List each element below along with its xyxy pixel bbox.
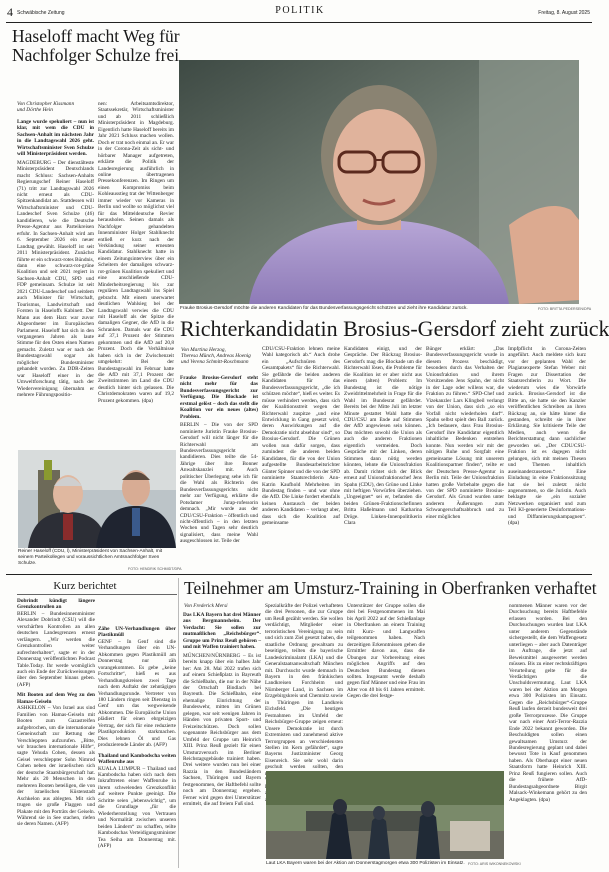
- sidebar-column-1: [17, 598, 95, 868]
- news-item-1-title: Dobrindt kündigt längere Grenzkontrollen an: [17, 598, 95, 611]
- article3-headline: Teilnehmer am Umsturz-Training in Oberfranken verhaftet: [184, 578, 597, 598]
- article1-byline-1: Von Christopher Kissmann: [17, 101, 75, 107]
- police-raid-photo: [266, 771, 504, 859]
- photo1-credit: FOTO: BRITTA PEDERSEN/DPA: [538, 307, 592, 311]
- article3-body-3: Unterstützer der Gruppe sollen die drei bei Festgenommenen im Mai bis April 2022 auf der Schießanlage in Oberfranken an einem Training mit Kurz- und Langwaffen teilgenommen haben. Nach derzeitigen Erkenntnissen gehen die Ermittler davon aus, dass die Übungen zur Vorbereitung eines möglichen Angriffs auf den Deutschen Bundestag dienen sollten. Insgesamt werde deshalb gegen fünf Männer und eine Frau im Alter von 40 bis 61 Jahren ermittelt. Gegen die drei festge-: [347, 603, 425, 700]
- sidebar-header: Kurz berichtet: [53, 580, 117, 592]
- article2-byline-1: Von Martina Herzog,: [181, 347, 226, 353]
- article2-column-1: [180, 375, 258, 565]
- news-item-1-body: BERLIN – Bundesinnenminister Alexander Dobrindt (CSU) will die verschärften Kontrollen an allen deutschen Landesgrenzen erneut verlängern. „Wir werden die Grenzkontrollen weiter aufrechterhalten“, sagte er in der Donnerstag veröffentlichten Podcast Table.Today. Ihr werde womöglich auch ein Ende der Zurückweisungen über den September hinaus geben. (AFP): [17, 610, 95, 688]
- article1-body-1: MAGDEBURG – Der dienstälteste Ministerpräsident Deutschlands macht Schluss: Sachsen-Anhalts Regierungschef Reiner Haseloff (71) tritt zur Landtagswahl 2026 nicht erneut als CDU-Spitzenkandidat an. Stattdessen will Wirtschaftsminister und CDU-Landeschef Sven Schulze (46) kandidieren, wie die Deutsche Presse-Agentur aus Parteikreisen erfuhr. In Sachsen-Anhalt wird am 6. September 2026 ein neuer Landtag gewählt. Haseloff ist seit 2011 Ministerpräsident. Zunächst führte er ein schwarz-rotes Bündnis, dann eine schwarz-rot-grüne Koalition und seit 2021 regiert in Sachsen-Anhalt CDU, SPD und FDP gemeinsam. Schulze ist seit 2021 CDU-Landeschef und seitdem auch Minister für Wirtschaft, Tourismus, Landwirtschaft und Forsten in Haseloffs Kabinett. Der Mann aus dem Harz war zuvor Abgeordneter im Europäischen Parlament. Haseloff hat sich in den vergangenen Jahren als laute Stimme für den Osten einen Namen gemacht. Zuletzt war er nach der Bundestagswahl sogar als möglicher Bundesminister gehandelt worden. Zu DDR-Zeiten war Haseloff einer in der Umweltforschung tätig, nach der Wiedervereinigung übernahm er mehrere Führungspositio-: [17, 159, 94, 399]
- article2-body-5: Impfpflicht in Corona-Zeiten angeführt. Auch meldete sich kurz vor der geplanten Wahl der Plagiatsexperte Stefan Weber mit Fragen zur Dissertation der Staatsrechtlerin zu Wort. Die wiederum wies die Vorwürfe zurück. Brosius-Gersdorf ist die Bitte an, sie hatte sie den Kanzler veröffentlichen Schreiben an ihren Rückzug an, sie hätte hinter die gestanden, schreibt sie in ihrer Erklärung. Sie kritisierte Teile der Medien, auch wenn die Berichterstattung dann sachlicher geworden sei. „Der CDU/CSU-Fraktion ist es dagegen nicht gelungen, sich mit meinen Thesen und Themen inhaltlich auseinanderzusetzen.“ Eine Einladung in eine Fraktionssitzung hat sie bei zuletzt nicht angenommen, so die Juristin. Auch beklagte sie „ein sozialer Netzwerken organisiert und zum Teil KI-generierte Desinformations- und Diffamierungskampagnen“. (dpa): [508, 346, 586, 527]
- photo3-credit: FOTO: ARIS WIKONNEKOWSKI: [468, 862, 521, 866]
- paper-name: Schwäbische Zeitung: [17, 10, 65, 16]
- article1-body-2: nen: Arbeitsamtsdirektor, Staatssekretär, Wirtschaftsminister und ab 2011 schließlich Ministerpräsident in Magdeburg. Eigentlich hatte Haseloff bereits im Jahr 2021 Schluss machen wollen. Doch er trat noch einmal an. Er war in der Corona-Zeit als sicht- und hörbarer Manager aufgetreten, erklärte die Politik der Landesregierung ausführlich in online übertragenen Pressekonferenzen. Im Ringen um einen Kompromiss beim Kohleausstieg trat der Wittenberger immer wieder vor Kameras in Berlin und wollte so möglichst viel für das Mitteldeutsche Revier herausholen. Seinen damals als Nachfolger gehandelten Innenminister Holger Stahlknecht entließ er kurz nach der Verkündung seiner erneuten Kandidatur. Stahlknecht hatte in einem Zeitungsinterview über ein Scheitern der damaligen schwarz-rot-grünen Koalition spekuliert und eine anschließende CDU-Minderheitsregierung bis zur regulären Landtagswahl ins Spiel gebracht. Mit einem unerwartet deutlichen Wahlsieg bei der Landtagswahl verwies die CDU mit Haseloff als der Spitze die damaligen Gegner, die AfD in die Schranken. Damals war die CDU auf 37,1 Prozent der Stimmen gekommen und die AfD auf 20,8 Prozent. Doch die Verhältnisse haben sich in der Zwischenzeit umgekehrt: Bei der Bundestagswahl im Februar hatte die AfD mit 37,1 Prozent der Zweitstimmen im Land die CDU deutlich hinter sich gelassen. Die Christdemokraten waren auf 19,2 Prozent gekommen. (dpa): [98, 101, 174, 404]
- article2-lead: Frauke Brosius-Gersdorf steht nicht mehr für das Bundesverfassungsgericht zur Verfügung. Die Blockade ist erstmal gelöst – doch das stellt die Koalition vor ein neues (altes) Problem.: [180, 375, 258, 420]
- article2-body-3: Kandidaten einigt, und der Gespräche. Der Rückzug Brosius-Gersdorfs mag die Blockade um die Richterwahl lösen, die Probleme für die Koalition ist er aber nicht aus einem (alten) Problem: Im Bundestag ist die nötige Zweidrittelmehrheit in Frage für die Wahl im Bundesrat gefährdet. Bereits bei der Mitte Juli im letzter Minute gestattet Wahl hatte die CDU/CSU am Ende auf Stimmen der AfD angewiesen sein können. Das möchten sowohl die Union als auch die anderen Fraktionen eigentlich vermeiden. Doch Gespräche mit der Linken, deren Stimmen dann nötig werden könnten, lehnte die Unionsfraktion ab. Damit richtet sich der Blick erneut auf Unionsfraktionschef Jens Spahn (CDU), den Grüne und Linke mit heftigen Vorwürfen überziehen. „Ungeeignet“ sei er, befanden die beiden Grünen-Fraktionschefinnen Britta Haßelmann und Katharina Dröge. Linken-Innenpolitikerin Clara: [344, 346, 422, 527]
- news-item-3-body: GENF – In Genf sind die Verhandlungen über ein UN-Abkommen gegen Plastikmüll am Donnerstag nur zäh vorangekommen. Es gebe „keine Fortschritte“, hieß es aus Verhandlungskreisen zwei Tage nach dem Auftakt der zehntägigen Verhandlungsrunde. Vertreter von 180 Ländern ringen seit Dienstag in Genf um das wegweisende Abkommen. Die Europäische Union plädiert für einen ehrgeizigen Vertrag, der sich für eine reduzierte Plastikproduktion starkmachen. Dies lehnen Öl und Gas produzierende Länder ab. (AFP): [98, 638, 176, 749]
- photo2-credit: FOTO: HENDRIK SCHMIDT/DPA: [128, 567, 182, 571]
- page-number: 4: [7, 5, 13, 19]
- news-item-4-title: Thailand und Kambodscha weiten Waffenruhe aus: [98, 752, 176, 766]
- article2-column-5: [508, 346, 586, 564]
- article2-headline: Richterkandidatin Brosius-Gersdorf zieht zurück: [180, 316, 609, 341]
- masthead-rule: [6, 22, 592, 23]
- sidebar-header-rule: [17, 594, 177, 595]
- haseloff-schulze-photo: [18, 450, 176, 548]
- photo1-caption: Frauke Brosius-Gersdorf möchte die anderen Kandidaten für das Bundesverfassungsgericht schützen und zieht ihre Kandidatur zurück.: [180, 306, 468, 311]
- article2-column-4: [426, 346, 504, 564]
- article1-headline-line1: Haseloff macht Weg für: [12, 26, 180, 46]
- article3-lead: Das LKA Bayern hat drei Männer aus Bergmannsheim. Der Verdacht: Sie sollen zur mutmaßlichen „Reichsbürger“-Gruppe um Prinz Reuß gehören – und mit Waffen trainiert haben.: [183, 612, 261, 651]
- sidebar-divider: [178, 578, 179, 868]
- article1-headline-line2: Nachfolger Schulze frei: [12, 45, 180, 65]
- article3-body-2: Spezialkräfte der Polizei verhafteten die drei Personen, die zur Gruppe um Reuß gezählt werden. Sie wollen verdächtigt, Mitglieder einer terroristischen Vereinigung zu sein und sich zum Ziel gesetzt haben, die staatliche Ordnung gewaltsam zu beseitigen, teilten die bayerische Landeskriminalamt (LKA) und die Generalstaatsanwaltschaft München mit. Durchsucht wurde demnach in Bayern in den fränkischen Landkreisen Forchheim und Nürnberger Land, in Sachsen im Erzgebirgskreis und Chemnitz sowie in Thüringen im Landkreis Eichsfeld. „Die heutigen Festnahmen im Umfeld der Reichsbürger-Gruppe zeigen erneut: Unsere Demokratie ist durch Extremisten und zunehmend aktive Terrorgruppen an verschiedensten Stellen im Kern gefährdet“, sagte Bayerns Justizminister Georg Eisenreich. Sie sehr wohl darin geschult werden sollten, den: [265, 603, 344, 771]
- article1-byline-2: und Dörthe Hein: [17, 107, 53, 113]
- article2-body-4: Bünger erklärt: „Das Bundesverfassungsgericht wurde in diesem Prozess beschädigt, besonders durch das Verhalten der Unionsfraktion und ihrem Vorsitzenden Jens Spahn, der nicht in der Lage oder willens war, die Fraktion zu führen.“ SPD-Chef und Vizekanzler Lars Klingbeil verlangt von der Union, dass sich „so ein Vorfall nicht wiederholen darf“. Spahn selbst spielt den Ball zurück. „Ich bedauere, dass Frau Brosius-Gersdorf ihre Kandidatur eigentlich inhaltliche Bedenken entstehen konnte. Nun werden wir mit der nötigen Ruhe und Sorgfalt eine gemeinsame Lösung mit unserem Koalitionspartner finden“, teilte er der Deutschen Presse-Agentur in Berlin mit. Teile der Unionsfraktion hatten große Vorbehalte gegen die von der SPD nominierte Brosius-Gersdorf. Als Grund wurden unter anderem Äußerungen zum Schwangerschaftsabbruch und zu einer möglichen: [426, 346, 504, 520]
- article1-lead: Lange wurde spekuliert – nun ist klar, mit wem die CDU in Sachsen-Anhalt im nächsten Jahr in die Landtagswahl 2026 geht. Wirtschaftsminister Sven Schulze will Ministerpräsident werden.: [17, 119, 94, 158]
- news-item-3-title: Zähe UN-Verhandlungen über Plastikmüll: [98, 626, 176, 639]
- article3-byline: Von Frederick Mersi: [184, 603, 228, 609]
- sidebar-continued: [98, 598, 176, 624]
- article3-body-1: MÜNCHEN/NÜRNBERG – Es ist bereits knapp über ein halbes Jahr her: Am 28. Mai 2022 trafen sich auf einem Schießplatz in Bayreuth die Schießbahn, die nur in der Nähe der Ortschaft Bindlach bei Bayreuth. Die Schießbahn, eine ehemalige Einrichtung der Bundeswehr, mitten im Grünen gelegen, war seit wenigen Jahren in Händen von privaten Sport- und Freizeitschützen. Doch sollen sogenannte Reichsbürger aus dem Umfeld der Gruppe um Heinrich XIII. Prinz Reuß gezielt für einen Umsturzversuch im Berliner Reichstagsgebäude trainiert haben. Drei weitere wurden nun bei einer Razzia in den Bundesländern Sachsen, Thüringen und Bayern festgenommen, der Haftbefehl sollte noch am Donnerstag ergehen. Ferner wird gegen drei Unterstützer ermittelt, die auf freiem Fuß sind.: [183, 652, 261, 808]
- news-item-4-body: KUALA LUMPUR – Thailand und Kambodscha haben sich nach dem Inkrafttreten einer Waffenruhe in ihrem schwelenden Grenzkonflikt auf weitere Punkte geeinigt. Die Schritte seien „lebenswichtig“, um die Grundlage „für die Wiederherstellung von Vertrauen und Normalität zwischen unseren beiden Ländern“ zu schaffen, teilte Kambodschas Verteidigungsminister Tea Seiha am Donnerstag mit. (AFP): [98, 765, 176, 849]
- photo3-caption: Laut LKA Bayern waren bei der Aktion am Donnerstagmorgen etwa 300 Polizisten im Einsatz.: [266, 861, 465, 866]
- photo2-caption: Reiner Haseloff (CDU, l), Ministerpräsident von Sachsen-Anhalt, mit seinem Parteikollegen und voraussichtlichen Amtsnachfolger Sven Schulze.: [18, 549, 163, 566]
- article3-column-4: [509, 603, 587, 868]
- article1-column-2: [98, 101, 174, 445]
- article3-column-1: [183, 612, 261, 868]
- section-divider: [6, 574, 592, 575]
- article2-column-2: [262, 346, 340, 564]
- article2-byline-3: und Verena Schmitt-Roschmann: [181, 359, 249, 365]
- article3-body-4: nommenen Männer waren vor der Durchsuchung bereits Haftbefehle erlassen worden. Bei den Durchsuchungen wurden laut LKA unter anderem Gegenstände sichergestellt, die dem Waffengesetz unterliegen – aber auch Datenträger im Auftrage, die jetzt auf Beweismittel ausgewertet werden müssen. Bis zu einer rechtskräftigen Verurteilung gelte für die Verdächtigen die Unschuldsvermutung. Laut LKA waren bei der Aktion am Morgen etwa 300 Polizisten im Einsatz. Gegen die „Reichsbürger“-Gruppe Reuß laufen derzeit bundesweit drei große Terrorprozesse. Die Gruppe war nach einer Anti-Terror-Razzia Ende 2022 bekannt geworden. Die Beschuldigten sollen einen gewaltsamen Umsturz der Bundesregierung geplant und dabei bewusst Tote in Kauf genommen haben. Als Oberhaupt einer neuen Staatsform hatte Heinrich XIII. Prinz Reuß fungieren sollen. Auch die frühere AfD-Bundestagsabgeordnete Birgit Malsack-Winkemann gehört zu den Angeklagten. (dpa): [509, 603, 587, 803]
- issue-date: Freitag, 8. August 2025: [538, 10, 590, 16]
- brosius-gersdorf-photo: [179, 60, 579, 304]
- sidebar-column-2: [98, 598, 176, 868]
- article2-byline-2: Theresa Münch, Andreas Hoenig: [181, 353, 251, 359]
- article2-column-3: [344, 346, 422, 564]
- article3-column-2: [265, 603, 343, 769]
- article2-body-1: BERLIN – Die von der SPD nominierte Juristin Frauke Brosius-Gersdorf will nicht länger für die Richterwahl am Bundesverfassungsgericht kandidieren. Dies teilte die 54-Jährige über ihre Bonner Anwaltskanzlei mit. Auch politischer Überlegung sehe ich für die Wahl als Richterin des Bundesverfassungsgerichts nicht mehr zur Verfügung, erklärte die Potsdamer Jurap-rofessorin demnach. „Mir wurde aus der CDU/CSU-Fraktion – öffentlich und nicht-öffentlich – in den letzten Wochen und Tagen sehr deutlich signalisiert, dass meine Wahl ausgeschlossen ist. Teile der: [180, 422, 258, 545]
- article2-body-2: CDU/CSU-Fraktion lehnen meine Wahl kategorisch ab.“ Auch drohe ein „Aufschnüren des Gesamtpakets“ für die Richterwahl. Sie gefährde die beiden anderen Kandidaten für das Bundesverfassungsgericht, „die ich schützen möchte“, hieß es weiter. Es müsse verhindert werden, dass sich der Koalitionsstreit wegen der Richterwahl zuspitze „und eine Entwicklung in Gang gesetzt wird, deren Auswirkungen auf die Demokratie nicht absehbar sind“, so Brosius-Gersdorf. Die Grünen wollen nun dafür sorgen, dass zumindest die anderen beiden Kandidaten, für die von der Union aufgestellte Bundesarbeitsrichter Günter Spinner und die von der SPD nominierte Staatsrechtlerin Ann-Katrin Kaufhold Mehrheiten im Bundestag finden – und war ohne die AfD. Die Linke fordert ebenfalls keinen Austausch der beiden anderen Kandidaten – verlangt aber, dass sich die Koalition auf gemeinsame: [262, 346, 340, 527]
- news-item-2-title: Mit Booten auf dem Weg zu den Hamas-Geiseln: [17, 692, 95, 705]
- news-item-2-body: ASHKELON – Von Israel aus sind Familien von Hamas-Geiseln mit Booten zum Gazastreifen aufgebrochen, um die internationale Gemeinschaft zur Rettung der Verschleppten aufzurufen. „Bitte, wir brauchen internationale Hilfe“, sagte Yehuda Cohen, dessen als Geisel verschleppter Sohn Nimrod Cohen neben der israelischen sich der deutsche Staatsbürgerschaft hat. Mehr als 20 Menschen in den mehreren Booten beteiligen, die von der israelischen Küstenstadt Aschkelon aus ablegten. Mit sich trugen sie große Flaggen und Plakate mit den Porträts der Geiseln. Während sie in See stachen, riefen sie deren Namen. (AFP): [17, 705, 95, 828]
- article3-column-3: [347, 603, 425, 769]
- section-title: POLITIK: [275, 5, 325, 16]
